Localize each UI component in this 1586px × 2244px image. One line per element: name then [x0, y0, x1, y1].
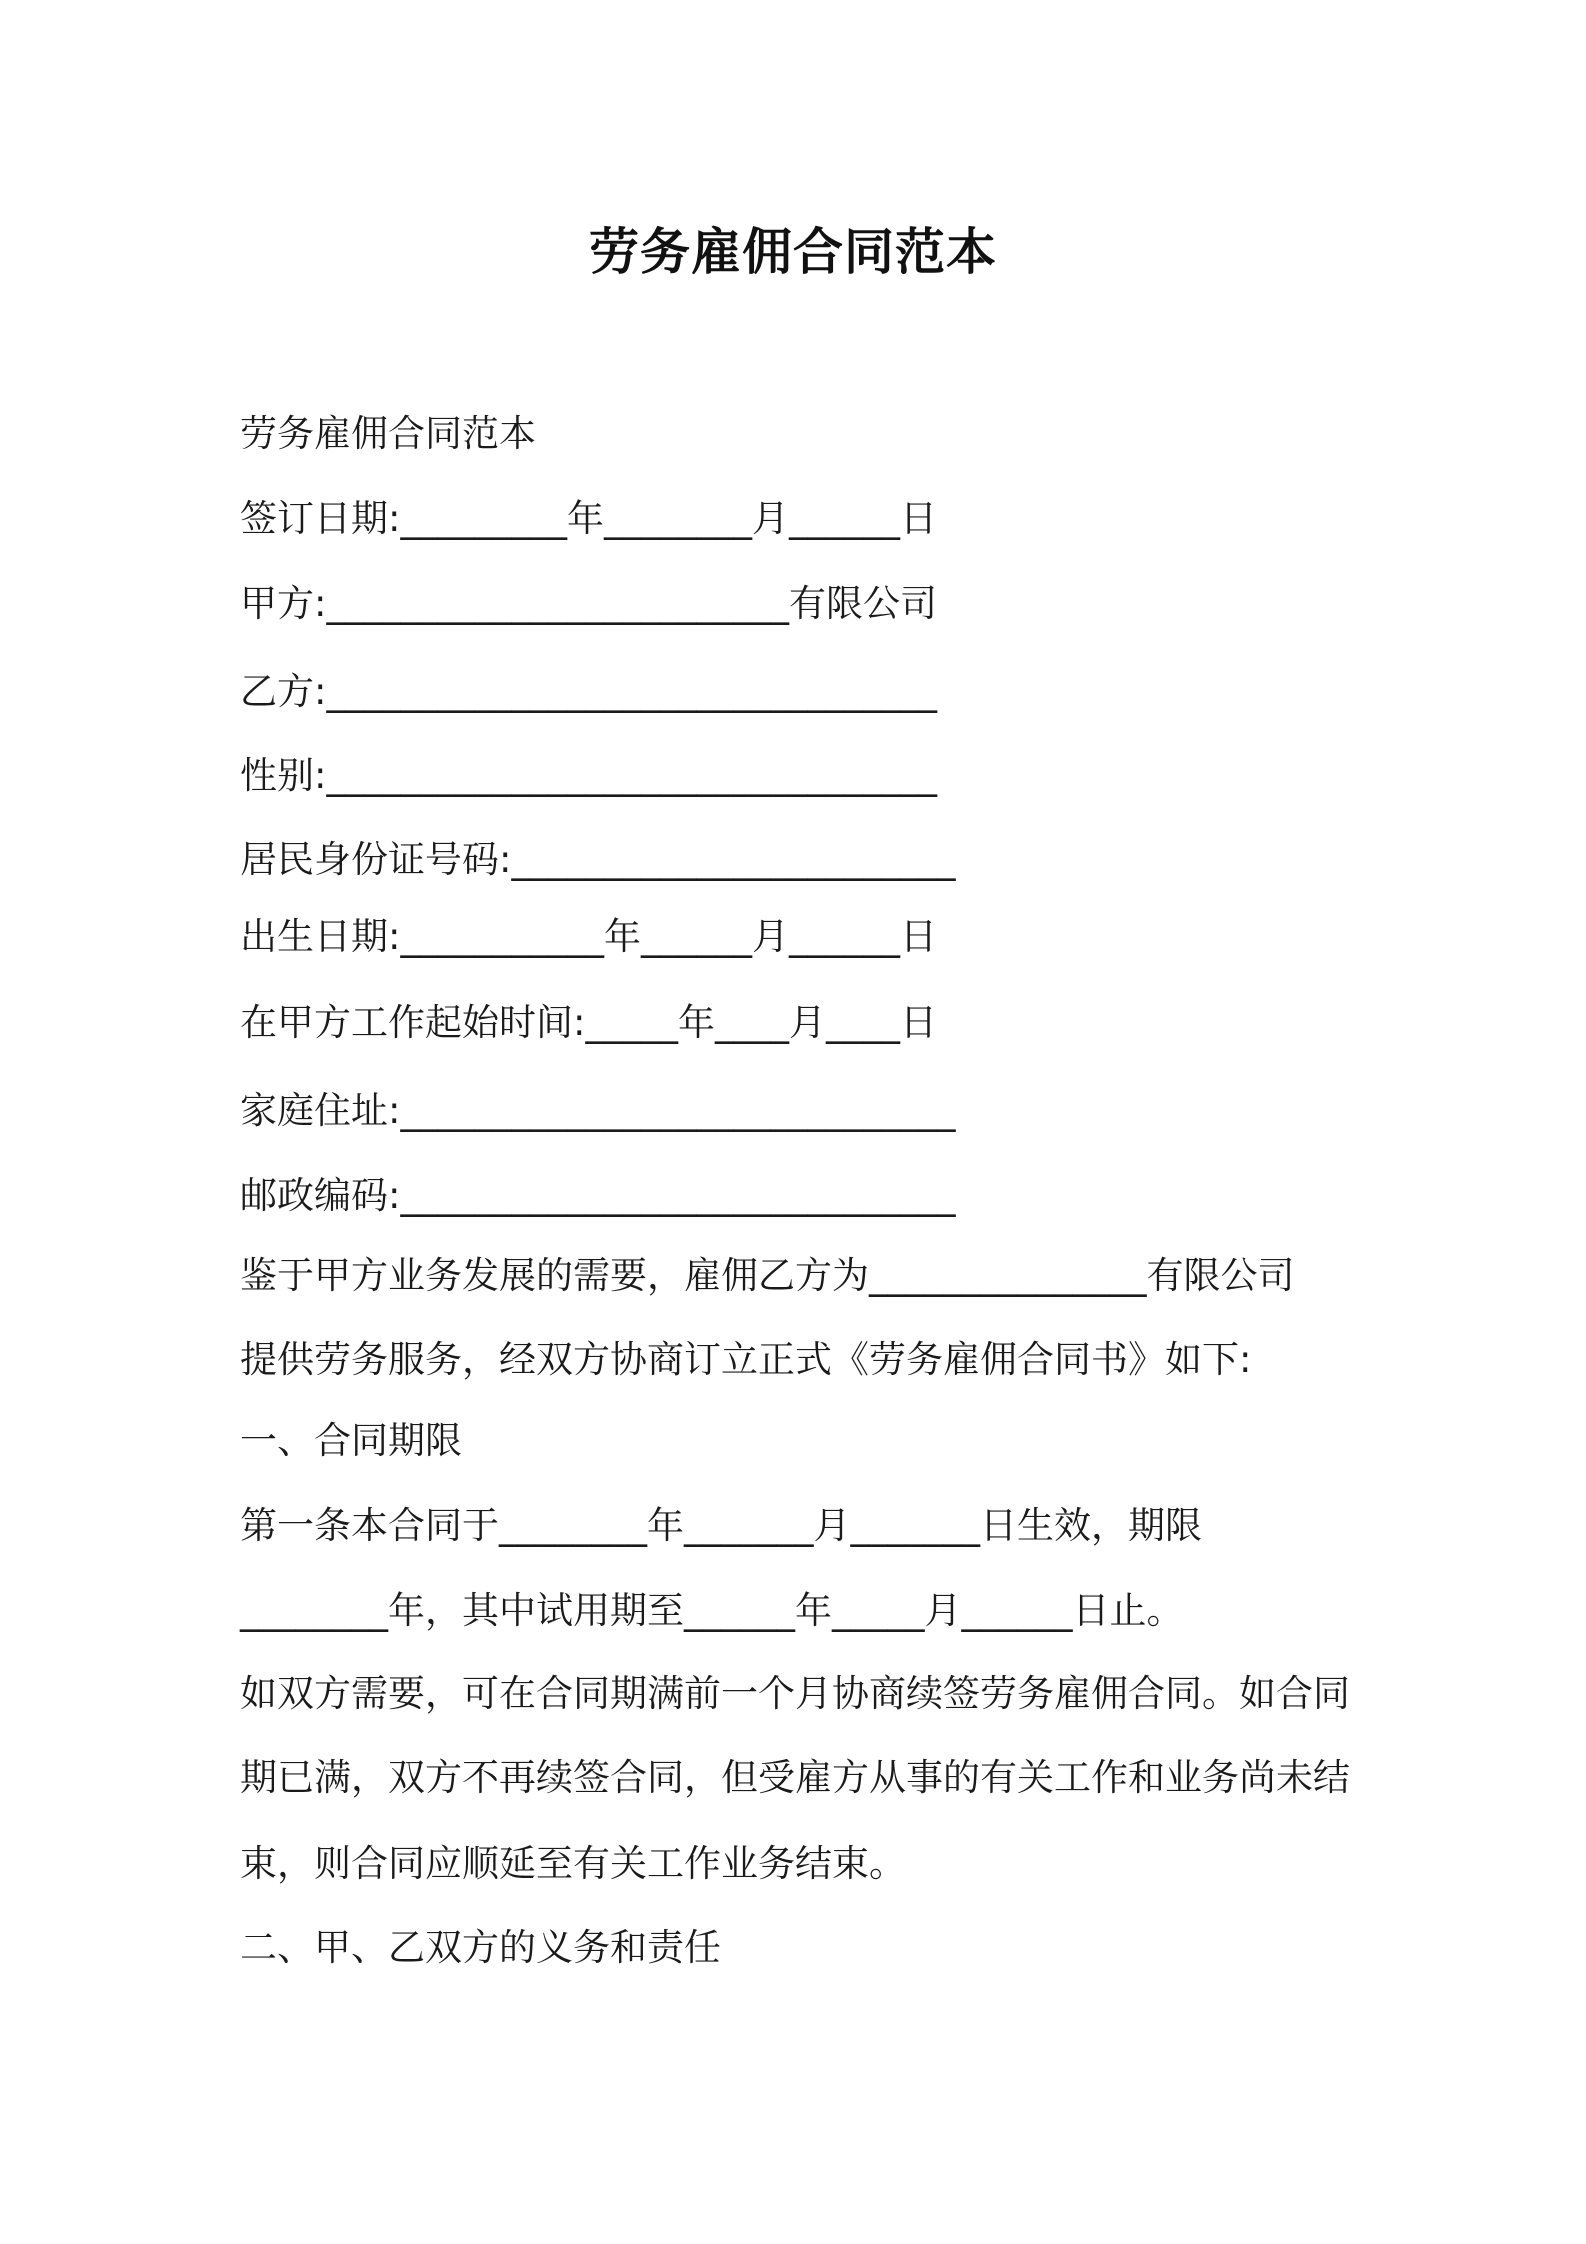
document-title: 劳务雇佣合同范本	[589, 223, 997, 281]
section-heading-1: 一、合同期限	[240, 1419, 462, 1462]
preamble-line-2: 提供劳务服务，经双方协商订立正式《劳务雇佣合同书》如下:	[240, 1338, 1252, 1381]
section-heading-2: 二、甲、乙双方的义务和责任	[240, 1926, 721, 1969]
renewal-line-2: 期已满，双方不再续签合同，但受雇方从事的有关工作和业务尚未结	[240, 1756, 1350, 1799]
renewal-line-1: 如双方需要，可在合同期满前一个月协商续签劳务雇佣合同。如合同	[240, 1672, 1350, 1715]
renewal-line-3: 束，则合同应顺延至有关工作业务结束。	[240, 1842, 906, 1885]
gender-line: 性别:_________________________________	[240, 754, 937, 797]
postal-code-line: 邮政编码:______________________________	[240, 1174, 956, 1217]
preamble-line-1: 鉴于甲方业务发展的需要，雇佣乙方为_______________有限公司	[240, 1254, 1295, 1297]
party-a-line: 甲方:_________________________有限公司	[240, 582, 937, 625]
birth-date-line: 出生日期:___________年______月______日	[240, 915, 937, 958]
id-number-line: 居民身份证号码:________________________	[240, 838, 956, 881]
start-time-line: 在甲方工作起始时间:_____年____月____日	[240, 1001, 937, 1044]
party-b-line: 乙方:_________________________________	[240, 670, 937, 713]
article-1-line-1: 第一条本合同于________年_______月_______日生效，期限	[240, 1504, 1202, 1547]
signing-date-line: 签订日期:_________年________月______日	[240, 497, 937, 540]
subtitle-line: 劳务雇佣合同范本	[240, 412, 536, 455]
article-1-line-2: ________年，其中试用期至______年_____月______日止。	[240, 1589, 1184, 1632]
home-address-line: 家庭住址:______________________________	[240, 1089, 956, 1132]
